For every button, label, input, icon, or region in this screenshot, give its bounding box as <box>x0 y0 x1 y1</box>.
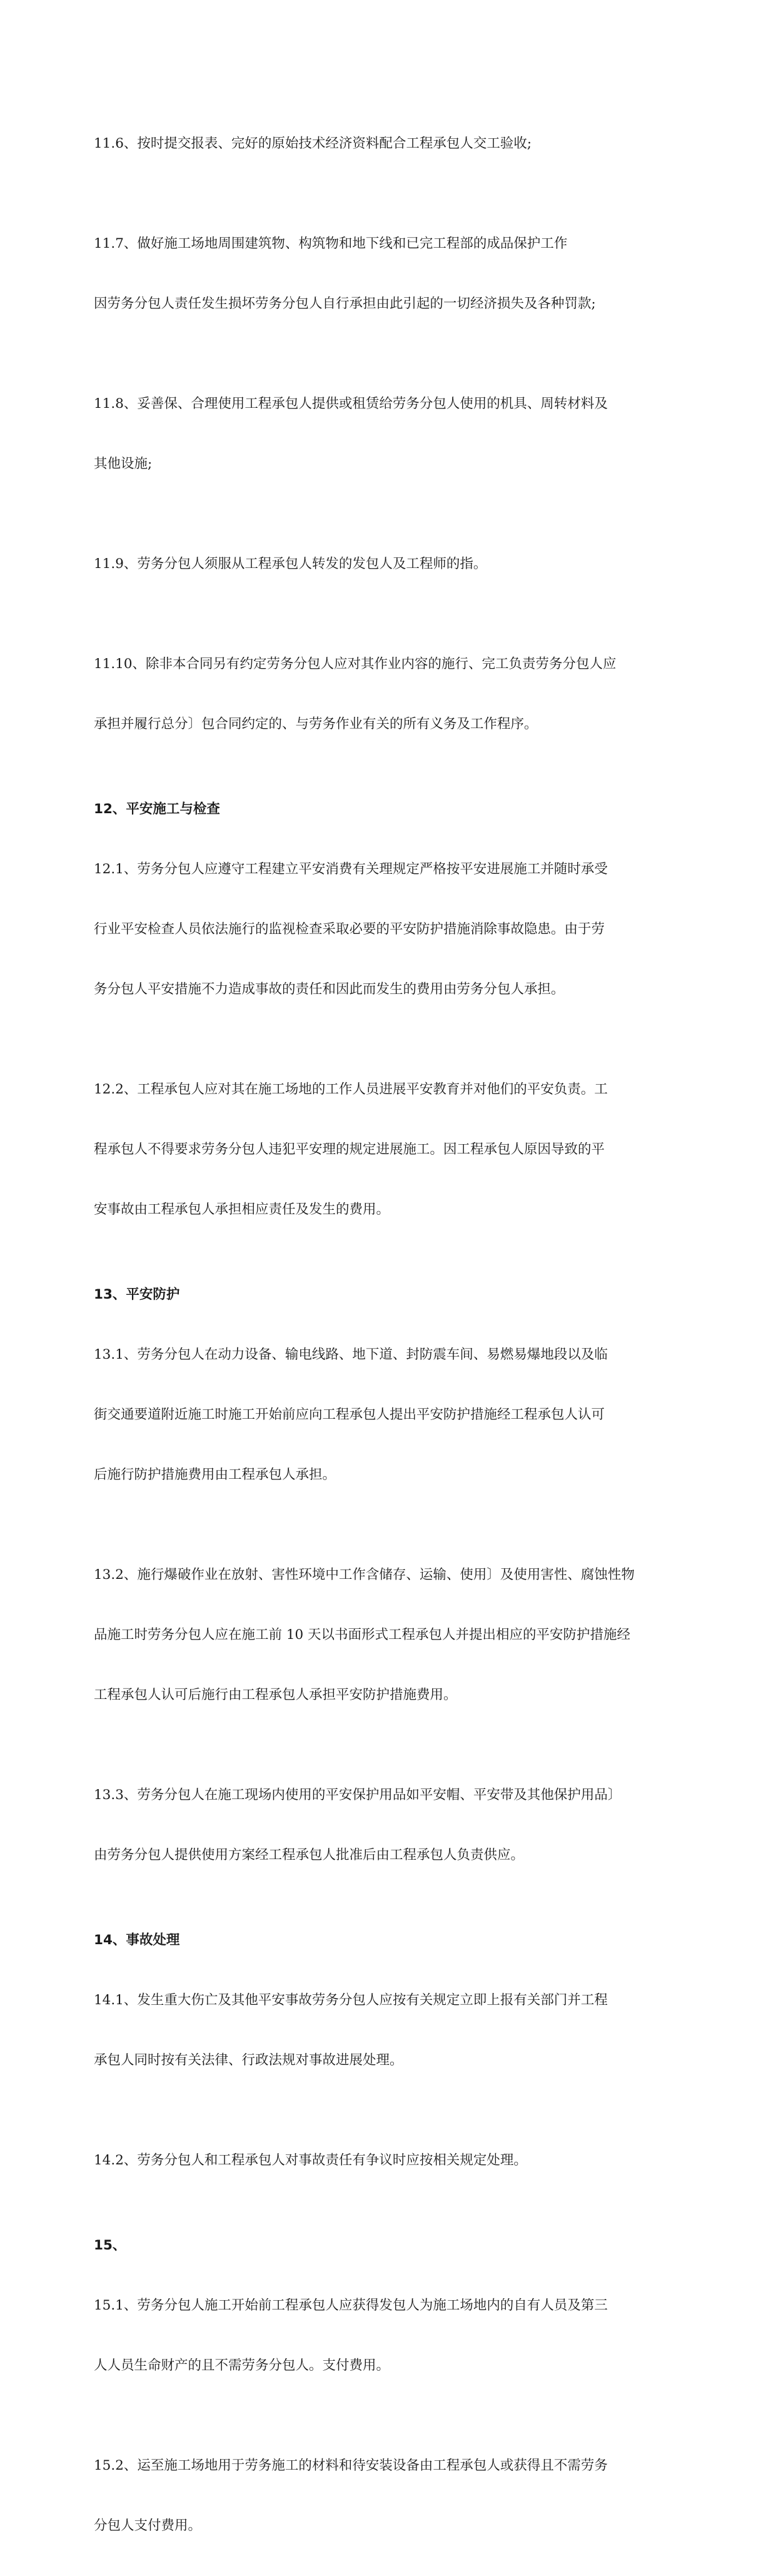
clause-14-2 <box>94 2111 688 2211</box>
text-line: 11.8、妥善保、合理使用工程承包人提供或租赁给劳务分包人使用的机具、周转材料及 <box>94 396 608 412</box>
section-15-heading: 15、 <box>94 2238 126 2253</box>
text-line: 品施工时劳务分包人应在施工前 10 天以书面形式工程承包人并提出相应的平安防护措施经 <box>94 1627 631 1643</box>
text-line: 其他设施; <box>94 456 153 472</box>
text-line: 15.2、运至施工场地用于劳务施工的材料和待安装设备由工程承包人或获得且不需劳务 <box>94 2458 608 2473</box>
document-page <box>94 94 688 2576</box>
clause-13-2 <box>94 1525 688 1745</box>
clause-13-3 <box>94 1745 688 1905</box>
text-line: 行业平安检查人员依法施行的监视检查采取必要的平安防护措施消除事故隐患。由于劳 <box>94 921 605 937</box>
section-13-heading: 13、平安防护 <box>94 1287 180 1302</box>
text-line: 安事故由工程承包人承担相应责任及发生的费用。 <box>94 1202 390 1217</box>
text-line: 13.3、劳务分包人在施工现场内使用的平安保护用品如平安帽、平安带及其他保护用品〕 <box>94 1787 622 1803</box>
section-gap <box>94 1260 688 1285</box>
text-line: 12.1、劳务分包人应遵守工程建立平安消费有关理规定严格按平安进展施工并随时承受 <box>94 861 608 877</box>
text-line: 由劳务分包人提供使用方案经工程承包人批准后由工程承包人负责供应。 <box>94 1847 525 1863</box>
section-12-heading: 12、平安施工与检查 <box>94 801 220 817</box>
clause-11-8 <box>94 354 688 514</box>
text-line: 因劳务分包人责任发生损坏劳务分包人自行承担由此引起的一切经济损失及各种罚款; <box>94 296 596 312</box>
clause-11-6 <box>94 94 688 194</box>
text-line: 分包人支付费用。 <box>94 2518 202 2533</box>
section-gap <box>94 774 688 799</box>
text-line: 14.2、劳务分包人和工程承包人对事故责任有争议时应按相关规定处理。 <box>94 2153 527 2168</box>
section-gap <box>94 2211 688 2236</box>
text-line: 11.6、按时提交报表、完好的原始技术经济资料配合工程承包人交工验收; <box>94 136 532 151</box>
clause-12-2 <box>94 1040 688 1260</box>
clause-12-1 <box>94 819 688 1040</box>
clause-15-1 <box>94 2256 688 2416</box>
text-line: 11.9、劳务分包人须服从工程承包人转发的发包人及工程师的指。 <box>94 556 487 572</box>
text-line: 程承包人不得要求劳务分包人违犯平安理的规定进展施工。因工程承包人原因导致的平 <box>94 1142 605 1157</box>
section-gap <box>94 1905 688 1930</box>
clause-14-1 <box>94 1950 688 2111</box>
section-14-heading: 14、事故处理 <box>94 1932 180 1948</box>
text-line: 12.2、工程承包人应对其在施工场地的工作人员进展平安教育并对他们的平安负责。工 <box>94 1082 608 1097</box>
text-line: 承包人同时按有关法律、行政法规对事故进展处理。 <box>94 2052 403 2068</box>
text-line: 11.10、除非本合同另有约定劳务分包人应对其作业内容的施行、完工负责劳务分包人应 <box>94 656 617 672</box>
text-line: 街交通要道附近施工时施工开始前应向工程承包人提出平安防护措施经工程承包人认可 <box>94 1407 605 1422</box>
clause-13-1 <box>94 1305 688 1525</box>
text-line: 工程承包人认可后施行由工程承包人承担平安防护措施费用。 <box>94 1687 457 1703</box>
text-line: 15.1、劳务分包人施工开始前工程承包人应获得发包人为施工场地内的自有人员及第三 <box>94 2298 608 2313</box>
text-line: 后施行防护措施费用由工程承包人承担。 <box>94 1467 336 1483</box>
clause-15-2 <box>94 2416 688 2576</box>
text-line: 11.7、做好施工场地周围建筑物、构筑物和地下线和已完工程部的成品保护工作 <box>94 236 568 251</box>
text-line: 人人员生命财产的且不需劳务分包人。支付费用。 <box>94 2358 390 2373</box>
clause-11-7 <box>94 194 688 354</box>
text-line: 务分包人平安措施不力造成事故的责任和因此而发生的费用由劳务分包人承担。 <box>94 981 565 997</box>
text-line: 13.2、施行爆破作业在放射、害性环境中工作含储存、运输、使用〕及使用害性、腐蚀性物 <box>94 1567 635 1583</box>
text-line: 13.1、劳务分包人在动力设备、输电线路、地下道、封防震车间、易燃易爆地段以及临 <box>94 1347 608 1362</box>
text-line: 承担并履行总分〕包合同约定的、与劳务作业有关的所有义务及工作程序。 <box>94 716 538 732</box>
clause-11-10 <box>94 614 688 774</box>
text-line: 14.1、发生重大伤亡及其他平安事故劳务分包人应按有关规定立即上报有关部门并工程 <box>94 1992 608 2008</box>
clause-11-9 <box>94 514 688 614</box>
